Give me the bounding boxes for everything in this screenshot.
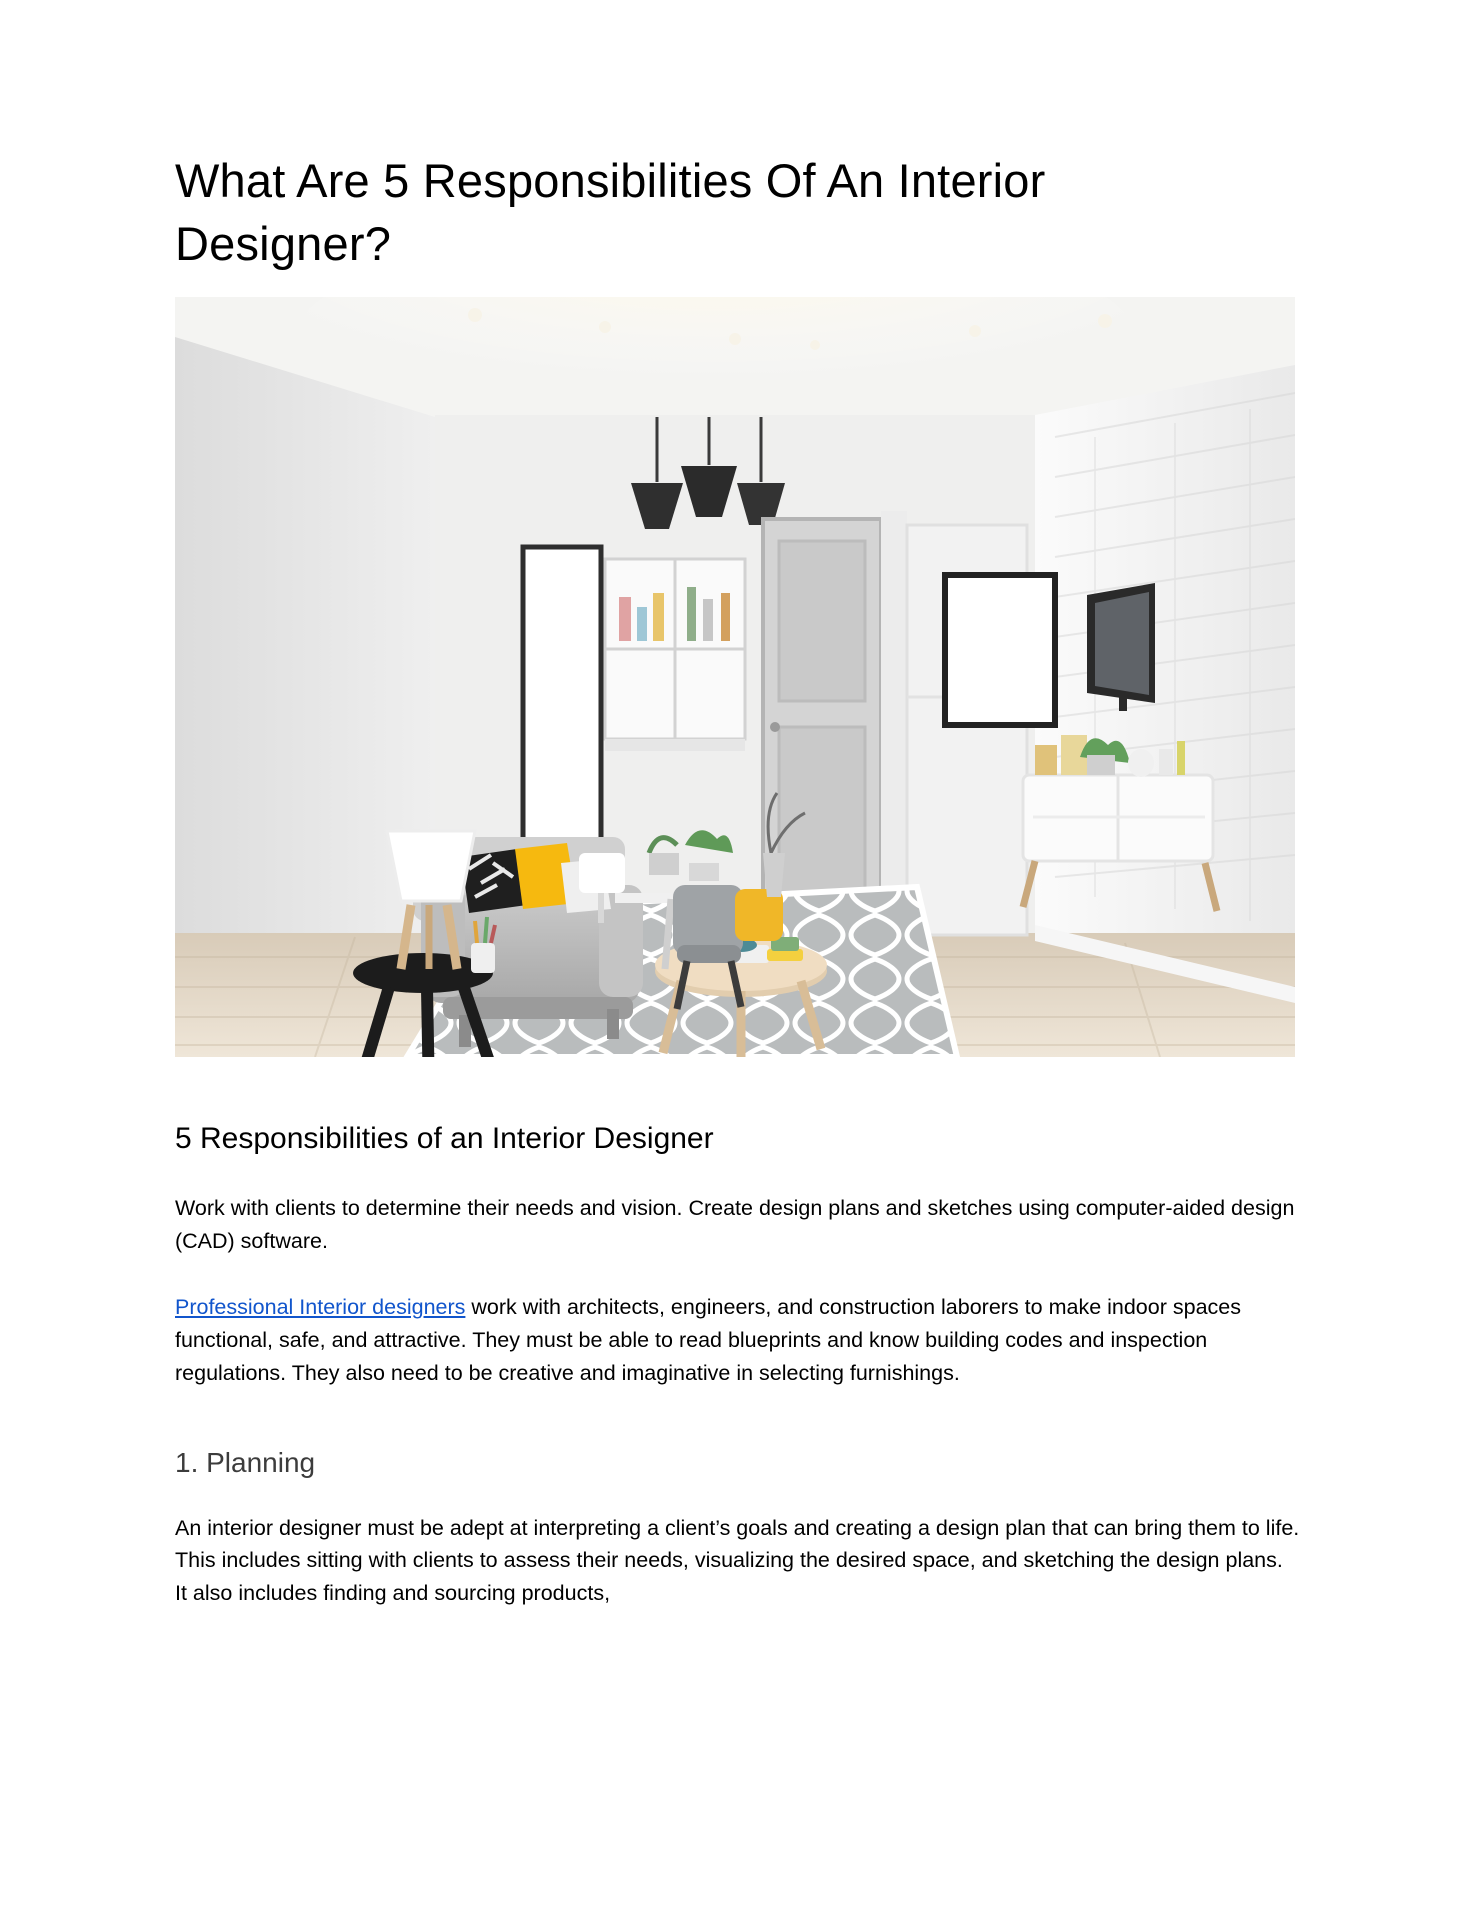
subsection-paragraph: An interior designer must be adept at interpreting a client’s goals and creating a design plan that can bring them to life. This includes sitting with clients to assess their needs, visualizing the desired space, and sketching the design plans. It also includes finding and sourcing products, (175, 1515, 1300, 1606)
intro-paragraph: Work with clients to determine their needs and vision. Create design plans and sketches using computer-aided design (CAD) software. (175, 1196, 1295, 1253)
subsection-heading: 1. Planning (175, 1447, 316, 1479)
interior-living-room-photo (175, 297, 1295, 1057)
professional-interior-designers-link[interactable]: Professional Interior designers (175, 1295, 466, 1320)
second-paragraph-rest: work with architects, engineers, and construction laborers to make indoor spaces functional, safe, and attractive. They must be able to read blueprints and know building codes and inspection regulations. They also need to be creative and imaginative in selecting furnishings. (175, 1295, 1241, 1385)
page-title: What Are 5 Responsibilities Of An Interior Designer? (175, 154, 1046, 270)
second-paragraph (175, 1291, 1300, 1389)
section-heading: 5 Responsibilities of an Interior Designer (175, 1122, 714, 1155)
hero-illustration (175, 297, 1295, 1057)
